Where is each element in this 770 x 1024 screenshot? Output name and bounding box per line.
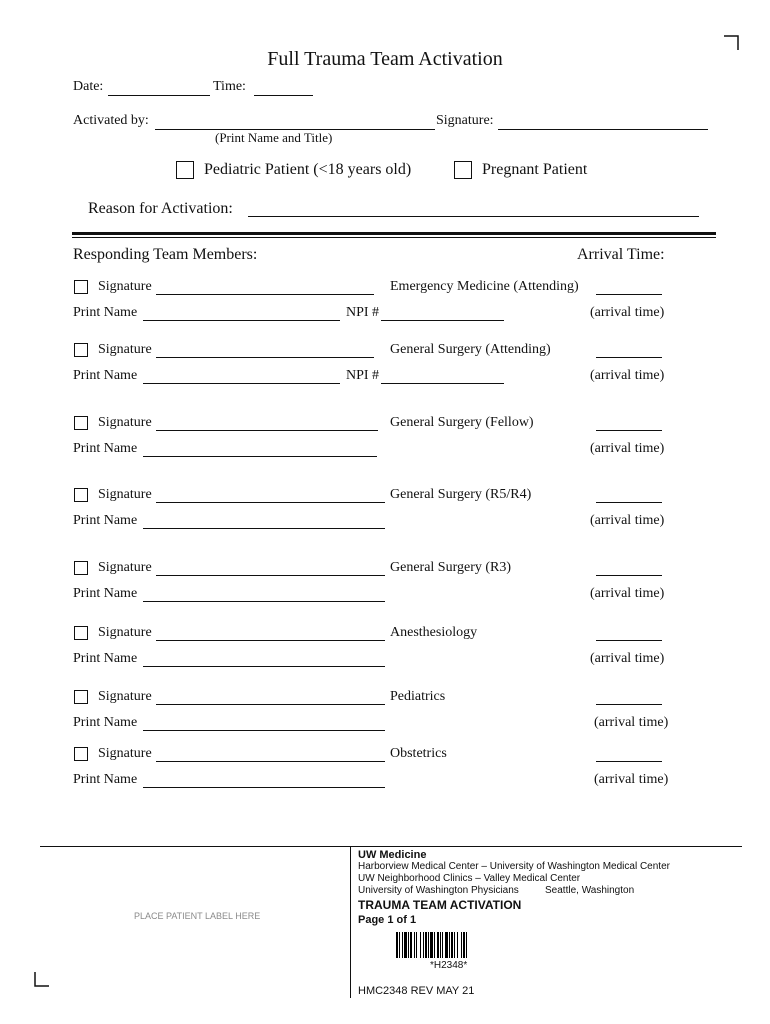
org-line-3b: Seattle, Washington [545, 885, 635, 896]
member-arrival-hint: (arrival time) [590, 305, 665, 320]
org-line-1: Harborview Medical Center – University of Washington Medical Center [358, 861, 670, 872]
member-arrival-hint: (arrival time) [590, 651, 665, 666]
member-print-name-label: Print Name [73, 651, 138, 666]
pregnant-label: Pregnant Patient [482, 161, 588, 178]
reason-label: Reason for Activation: [88, 200, 233, 217]
member-print-name-field[interactable] [143, 456, 377, 457]
member-signature-field[interactable] [156, 575, 385, 576]
member-print-name-field[interactable] [143, 666, 385, 667]
member-signature-field[interactable] [156, 704, 385, 705]
member-role: General Surgery (Fellow) [390, 415, 534, 430]
barcode [396, 932, 468, 958]
footer-rule [40, 846, 742, 847]
team-heading: Responding Team Members: [73, 246, 258, 263]
member-print-name-label: Print Name [73, 305, 138, 320]
form-title: Full Trauma Team Activation [267, 48, 503, 70]
member-arrival-hint: (arrival time) [590, 441, 665, 456]
activator-signature-field[interactable] [498, 129, 708, 130]
pregnant-checkbox[interactable] [454, 161, 472, 179]
member-present-checkbox[interactable] [74, 488, 88, 502]
member-arrival-field[interactable] [596, 761, 662, 762]
member-npi-field[interactable] [381, 320, 504, 321]
member-signature-field[interactable] [156, 502, 385, 503]
member-role: General Surgery (Attending) [390, 342, 551, 357]
member-print-name-label: Print Name [73, 586, 138, 601]
member-arrival-hint: (arrival time) [590, 513, 665, 528]
member-arrival-hint: (arrival time) [590, 368, 665, 383]
member-print-name-field[interactable] [143, 383, 340, 384]
reason-field[interactable] [248, 216, 699, 217]
date-label: Date: [73, 79, 104, 94]
member-role: Obstetrics [390, 746, 447, 761]
member-arrival-field[interactable] [596, 294, 662, 295]
member-arrival-hint: (arrival time) [590, 586, 665, 601]
member-npi-field[interactable] [381, 383, 504, 384]
member-present-checkbox[interactable] [74, 343, 88, 357]
member-print-name-label: Print Name [73, 715, 138, 730]
member-print-name-label: Print Name [73, 368, 138, 383]
section-divider-thin [72, 237, 716, 238]
member-print-name-label: Print Name [73, 441, 138, 456]
member-present-checkbox[interactable] [74, 280, 88, 294]
member-signature-field[interactable] [156, 294, 374, 295]
page-indicator: Page 1 of 1 [358, 914, 417, 926]
barcode-text: *H2348* [430, 960, 468, 971]
member-signature-label: Signature [98, 279, 152, 294]
time-label: Time: [213, 79, 246, 94]
member-print-name-field[interactable] [143, 320, 340, 321]
footer-vertical-rule [350, 846, 351, 998]
form-number: HMC2348 REV MAY 21 [358, 985, 475, 997]
member-arrival-hint: (arrival time) [594, 772, 669, 787]
pediatric-label: Pediatric Patient (<18 years old) [204, 161, 412, 178]
member-print-name-field[interactable] [143, 730, 385, 731]
print-name-title-hint: (Print Name and Title) [215, 130, 333, 145]
footer-form-title: TRAUMA TEAM ACTIVATION [358, 898, 522, 912]
member-present-checkbox[interactable] [74, 690, 88, 704]
member-print-name-field[interactable] [143, 528, 385, 529]
member-role: Pediatrics [390, 689, 446, 704]
member-signature-label: Signature [98, 625, 152, 640]
member-signature-label: Signature [98, 689, 152, 704]
arrival-heading: Arrival Time: [577, 246, 665, 263]
member-role: Emergency Medicine (Attending) [390, 279, 579, 294]
member-print-name-field[interactable] [143, 787, 385, 788]
member-arrival-field[interactable] [596, 357, 662, 358]
member-arrival-hint: (arrival time) [594, 715, 669, 730]
activated-by-label: Activated by: [73, 113, 149, 128]
activator-signature-label: Signature: [436, 113, 494, 128]
member-arrival-field[interactable] [596, 502, 662, 503]
member-signature-field[interactable] [156, 640, 385, 641]
member-signature-field[interactable] [156, 430, 378, 431]
member-present-checkbox[interactable] [74, 561, 88, 575]
patient-label-area: PLACE PATIENT LABEL HERE [134, 911, 261, 921]
section-divider [72, 232, 716, 235]
time-field[interactable] [254, 95, 313, 96]
member-present-checkbox[interactable] [74, 416, 88, 430]
member-print-name-label: Print Name [73, 513, 138, 528]
org-line-2: UW Neighborhood Clinics – Valley Medical Center [358, 873, 581, 884]
member-signature-label: Signature [98, 560, 152, 575]
member-present-checkbox[interactable] [74, 747, 88, 761]
member-arrival-field[interactable] [596, 430, 662, 431]
pediatric-checkbox[interactable] [176, 161, 194, 179]
barcode-bar [467, 932, 468, 958]
member-arrival-field[interactable] [596, 640, 662, 641]
member-signature-label: Signature [98, 487, 152, 502]
member-npi-label: NPI # [346, 368, 380, 383]
org-line-3a: University of Washington Physicians [358, 885, 519, 896]
member-role: General Surgery (R3) [390, 560, 512, 575]
member-signature-field[interactable] [156, 761, 385, 762]
member-role: General Surgery (R5/R4) [390, 487, 532, 502]
org-name: UW Medicine [358, 849, 427, 861]
member-print-name-field[interactable] [143, 601, 385, 602]
member-npi-label: NPI # [346, 305, 380, 320]
member-print-name-label: Print Name [73, 772, 138, 787]
member-signature-label: Signature [98, 746, 152, 761]
member-signature-label: Signature [98, 342, 152, 357]
member-role: Anesthesiology [390, 625, 478, 640]
member-arrival-field[interactable] [596, 704, 662, 705]
member-signature-label: Signature [98, 415, 152, 430]
member-signature-field[interactable] [156, 357, 374, 358]
member-present-checkbox[interactable] [74, 626, 88, 640]
corner-mark-bottom-left [34, 972, 50, 988]
member-arrival-field[interactable] [596, 575, 662, 576]
date-field[interactable] [108, 95, 210, 96]
